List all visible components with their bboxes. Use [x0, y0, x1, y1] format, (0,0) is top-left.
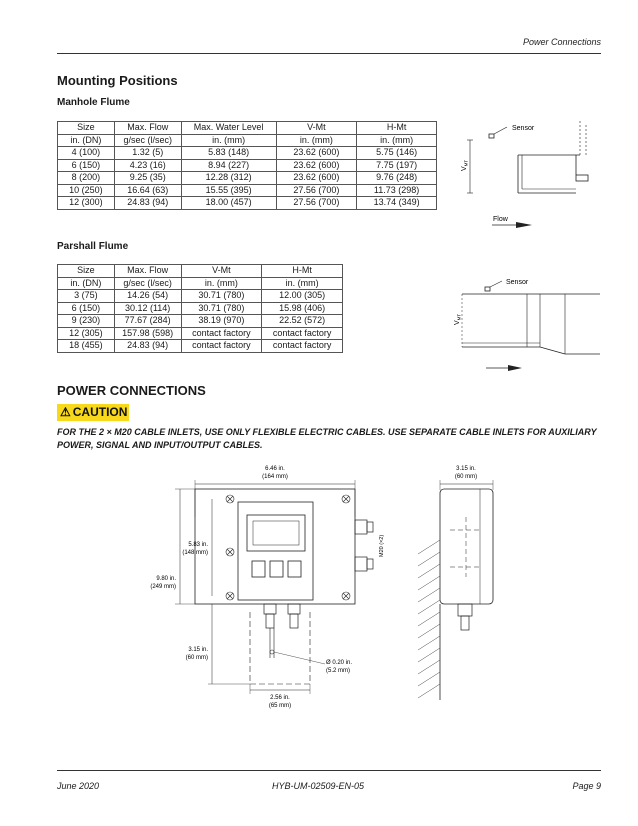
- keypad-button-icon: [252, 561, 265, 577]
- table-cell: 30.12 (114): [114, 302, 181, 315]
- table-units-row: [58, 277, 343, 290]
- warning-triangle-icon: ⚠: [60, 405, 71, 419]
- dimension-drawing: [150, 462, 600, 722]
- cable-gland-icon: [264, 604, 300, 628]
- table-cell: 24.83 (94): [114, 340, 181, 353]
- parshall-flume-diagram: [450, 270, 600, 375]
- table-cell: 4 (100): [58, 147, 115, 160]
- table-cell: 1.32 (5): [114, 147, 181, 160]
- table-cell: 8 (200): [58, 172, 115, 185]
- cable-gland-icon: [355, 520, 373, 571]
- width-dim-in: 6.46 in.: [265, 466, 285, 472]
- table-cell: 4.23 (16): [114, 159, 181, 172]
- table-row: [58, 315, 343, 328]
- footer-doc-id: HYB-UM-02509-EN-05: [272, 781, 365, 791]
- table-cell: 30.71 (780): [181, 290, 262, 303]
- table-cell: 6 (150): [58, 159, 115, 172]
- table-header-row: [58, 122, 437, 135]
- cable-inlet-label: M20 (×2): [379, 534, 385, 557]
- table-row: [58, 184, 437, 197]
- table-cell: 12.28 (312): [181, 172, 276, 185]
- table-cell: 13.74 (349): [357, 197, 437, 210]
- table-cell: 11.73 (298): [357, 184, 437, 197]
- table-cell: 6 (150): [58, 302, 115, 315]
- table-cell: 7.75 (197): [357, 159, 437, 172]
- table-row: [58, 159, 437, 172]
- table-cell: V-Mt: [181, 265, 262, 278]
- table-cell: 23.62 (600): [276, 172, 357, 185]
- table-cell: 9.25 (35): [114, 172, 181, 185]
- table-cell: V-Mt: [276, 122, 357, 135]
- enclosure-front: [195, 489, 355, 604]
- height-dim-2-mm: (249 mm): [150, 584, 176, 590]
- table-row: [58, 340, 343, 353]
- enclosure-side: [440, 489, 493, 604]
- table-cell: 5.83 (148): [181, 147, 276, 160]
- sensor-icon: [489, 134, 494, 138]
- table-cell: contact factory: [181, 340, 262, 353]
- table-cell: 27.56 (700): [276, 197, 357, 210]
- table-cell: Size: [58, 122, 115, 135]
- table-cell: in. (mm): [357, 134, 437, 147]
- bottom-dim-mm: (60 mm): [185, 655, 208, 661]
- table-cell: contact factory: [262, 327, 343, 340]
- table-cell: 30.71 (780): [181, 302, 262, 315]
- table-cell: in. (mm): [276, 134, 357, 147]
- table-cell: g/sec (l/sec): [114, 134, 181, 147]
- section-title-mounting: Mounting Positions: [57, 73, 178, 88]
- footer-date: June 2020: [57, 781, 100, 791]
- footer-rule: [57, 770, 601, 771]
- display-window: [247, 515, 305, 551]
- wall-hatch: [418, 540, 440, 698]
- parshall-flume-table: [57, 264, 343, 353]
- base-dim-mm: (65 mm): [268, 703, 292, 709]
- table-row: [58, 197, 437, 210]
- table-cell: g/sec (l/sec): [114, 277, 181, 290]
- parshall-vmt-label: $V_{MT}$: [454, 313, 462, 325]
- header-rule: [57, 53, 601, 54]
- table-cell: 3 (75): [58, 290, 115, 303]
- table-cell: H-Mt: [357, 122, 437, 135]
- table-cell: Max. Flow: [114, 122, 181, 135]
- table-cell: 16.64 (63): [114, 184, 181, 197]
- table-row: [58, 327, 343, 340]
- table-cell: 10 (250): [58, 184, 115, 197]
- manhole-flume-table: [57, 121, 437, 210]
- side-dim-mm: (60 mm): [454, 474, 478, 480]
- table-cell: H-Mt: [262, 265, 343, 278]
- table-cell: 22.52 (572): [262, 315, 343, 328]
- manhole-flume-title: Manhole Flume: [57, 97, 130, 108]
- section-title-power: POWER CONNECTIONS: [57, 383, 206, 398]
- caution-warning-text: FOR THE 2 × M20 CABLE INLETS, USE ONLY FLEXIBLE ELECTRIC CABLES. USE SEPARATE CABLE INLETS FOR AUXILIARY POWER, SIGNAL AND INPUT/OUTPUT CABLES.: [57, 427, 597, 450]
- height-dim-1-mm: (148 mm): [182, 550, 208, 556]
- screw-icon: [226, 495, 350, 600]
- hole-dim-mm: (5.2 mm): [326, 668, 350, 674]
- table-cell: 77.67 (284): [114, 315, 181, 328]
- table-cell: 12 (305): [58, 327, 115, 340]
- table-units-row: [58, 134, 437, 147]
- table-cell: 15.98 (406): [262, 302, 343, 315]
- manhole-vmt-label: $V_{MT}$: [461, 159, 469, 171]
- table-cell: Size: [58, 265, 115, 278]
- caution-label: CAUTION: [72, 405, 128, 419]
- table-cell: 5.75 (146): [357, 147, 437, 160]
- table-cell: 24.83 (94): [114, 197, 181, 210]
- keypad-button-icon: [288, 561, 301, 577]
- table-cell: 157.98 (598): [114, 327, 181, 340]
- table-header-row: [58, 265, 343, 278]
- table-cell: contact factory: [262, 340, 343, 353]
- hole-dim-in: Ø 0.20 in.: [326, 660, 353, 666]
- table-cell: 15.55 (395): [181, 184, 276, 197]
- flow-label: Flow: [493, 216, 508, 223]
- table-cell: 23.62 (600): [276, 159, 357, 172]
- sensor-icon: [485, 287, 490, 291]
- table-cell: in. (DN): [58, 134, 115, 147]
- table-cell: Max. Flow: [114, 265, 181, 278]
- table-cell: 27.56 (700): [276, 184, 357, 197]
- table-row: [58, 302, 343, 315]
- mounting-hole-icon: [270, 650, 274, 654]
- bottom-dim-in: 3.15 in.: [188, 647, 208, 653]
- side-dim-in: 3.15 in.: [456, 466, 476, 472]
- table-cell: 12 (300): [58, 197, 115, 210]
- table-row: [58, 290, 343, 303]
- running-header: Power Connections: [522, 37, 601, 47]
- width-dim-mm: (164 mm): [262, 474, 288, 480]
- height-dim-1-in: 5.83 in.: [188, 542, 208, 548]
- table-cell: in. (DN): [58, 277, 115, 290]
- table-cell: in. (mm): [181, 134, 276, 147]
- flow-arrow-icon: [516, 222, 532, 228]
- parshall-flume-title: Parshall Flume: [57, 241, 129, 252]
- table-cell: 38.19 (970): [181, 315, 262, 328]
- table-cell: in. (mm): [262, 277, 343, 290]
- table-cell: 9 (230): [58, 315, 115, 328]
- table-cell: 18.00 (457): [181, 197, 276, 210]
- keypad-button-icon: [270, 561, 283, 577]
- table-cell: 18 (455): [58, 340, 115, 353]
- table-cell: contact factory: [181, 327, 262, 340]
- height-dim-2-in: 9.80 in.: [156, 576, 176, 582]
- table-cell: in. (mm): [181, 277, 262, 290]
- flow-arrow-icon: [508, 365, 522, 371]
- table-row: [58, 147, 437, 160]
- table-cell: Max. Water Level: [181, 122, 276, 135]
- caution-badge: [57, 404, 129, 421]
- manhole-flume-diagram: [450, 115, 600, 235]
- base-dim-in: 2.56 in.: [270, 695, 290, 701]
- table-row: [58, 172, 437, 185]
- table-cell: 14.26 (54): [114, 290, 181, 303]
- footer-page-number: Page 9: [572, 781, 601, 791]
- table-cell: 12.00 (305): [262, 290, 343, 303]
- table-cell: 8.94 (227): [181, 159, 276, 172]
- manhole-sensor-label: Sensor: [512, 125, 535, 132]
- table-cell: 9.76 (248): [357, 172, 437, 185]
- table-cell: 23.62 (600): [276, 147, 357, 160]
- parshall-sensor-label: Sensor: [506, 279, 529, 286]
